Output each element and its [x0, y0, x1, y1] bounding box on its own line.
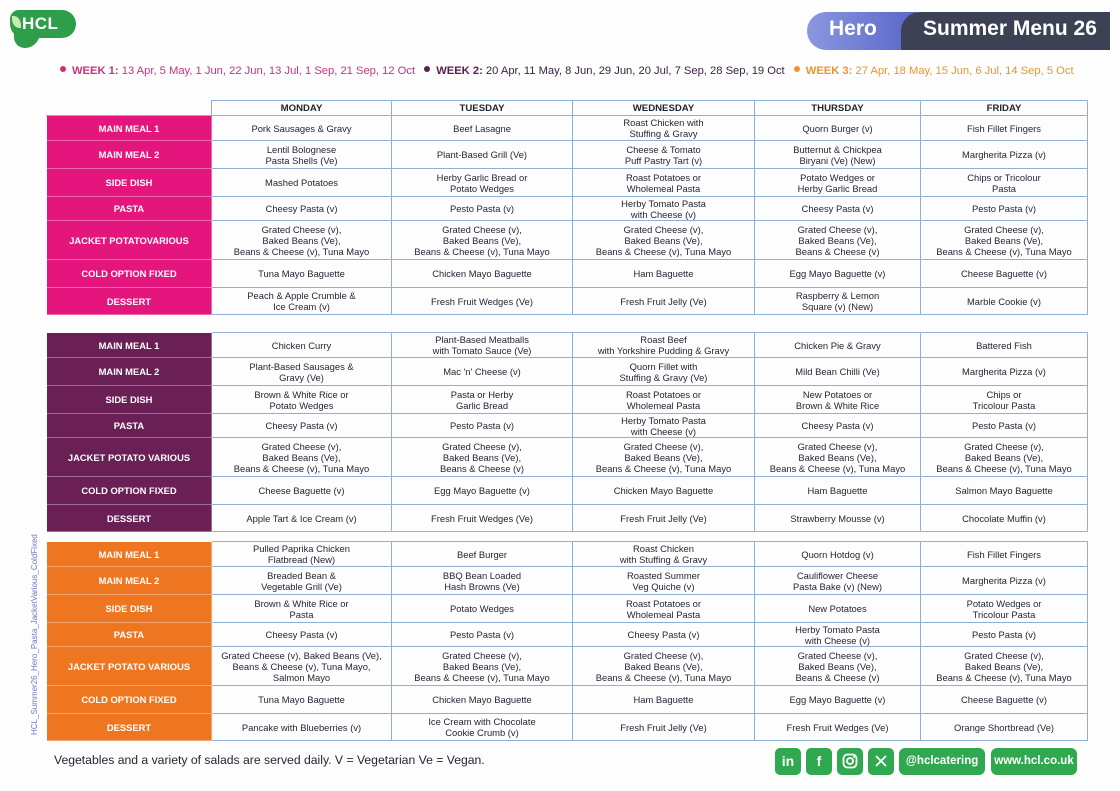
menu-cell: Plant-Based Grill (Ve): [392, 141, 573, 169]
week-3-dot-icon: [794, 66, 800, 72]
row-label: PASTA: [47, 197, 212, 221]
menu-cell: Grated Cheese (v), Baked Beans (Ve), Beans & Cheese (v), Tuna Mayo: [573, 647, 755, 686]
table-row: [47, 595, 1088, 623]
menu-cell: New Potatoes or Brown & White Rice: [755, 386, 921, 414]
row-label: JACKET POTATOVARIOUS: [47, 221, 212, 260]
menu-cell: Quorn Fillet with Stuffing & Gravy (Ve): [573, 358, 755, 386]
table-row: [47, 542, 1088, 567]
row-label: MAIN MEAL 2: [47, 141, 212, 169]
week-3-menu-table: [46, 541, 1088, 741]
menu-cell: Margherita Pizza (v): [921, 358, 1088, 386]
menu-cell: Pesto Pasta (v): [392, 623, 573, 647]
table-row: [47, 567, 1088, 595]
menu-cell: Butternut & Chickpea Biryani (Ve) (New): [755, 141, 921, 169]
table-row: [47, 505, 1088, 532]
day-header-tuesday: TUESDAY: [392, 101, 573, 116]
day-header-friday: FRIDAY: [921, 101, 1088, 116]
table-row: [47, 414, 1088, 438]
menu-cell: Grated Cheese (v), Baked Beans (Ve), Beans & Cheese (v): [392, 438, 573, 477]
menu-cell: Mashed Potatoes: [212, 169, 392, 197]
menu-cell: Herby Tomato Pasta with Cheese (v): [573, 414, 755, 438]
menu-cell: Grated Cheese (v), Baked Beans (Ve), Beans & Cheese (v), Tuna Mayo: [921, 438, 1088, 477]
banner-title: Summer Menu 26: [923, 17, 1097, 40]
menu-cell: Chips or Tricolour Pasta: [921, 386, 1088, 414]
menu-cell: Fresh Fruit Wedges (Ve): [392, 288, 573, 315]
menu-cell: Egg Mayo Baguette (v): [755, 686, 921, 714]
menu-cell: Chicken Mayo Baguette: [392, 260, 573, 288]
menu-cell: Grated Cheese (v), Baked Beans (Ve), Beans & Cheese (v), Tuna Mayo: [392, 647, 573, 686]
table-row: [47, 197, 1088, 221]
menu-cell: Grated Cheese (v), Baked Beans (Ve), Beans & Cheese (v), Tuna Mayo: [921, 221, 1088, 260]
menu-cell: Fresh Fruit Jelly (Ve): [573, 288, 755, 315]
menu-cell: Fish Fillet Fingers: [921, 542, 1088, 567]
menu-cell: Chicken Pie & Gravy: [755, 333, 921, 358]
menu-cell: Pesto Pasta (v): [921, 197, 1088, 221]
menu-cell: Roast Beef with Yorkshire Pudding & Gravy: [573, 333, 755, 358]
x-icon[interactable]: [868, 748, 894, 775]
menu-cell: Grated Cheese (v), Baked Beans (Ve), Beans & Cheese (v), Tuna Mayo, Salmon Mayo: [212, 647, 392, 686]
menu-cell: Peach & Apple Crumble & Ice Cream (v): [212, 288, 392, 315]
row-label: DESSERT: [47, 288, 212, 315]
table-row: [47, 288, 1088, 315]
menu-cell: Fresh Fruit Wedges (Ve): [755, 714, 921, 741]
menu-cell: Cheesy Pasta (v): [755, 197, 921, 221]
table-row: [47, 169, 1088, 197]
menu-cell: Potato Wedges: [392, 595, 573, 623]
menu-cell: Egg Mayo Baguette (v): [392, 477, 573, 505]
table-row: [47, 116, 1088, 141]
menu-cell: Quorn Burger (v): [755, 116, 921, 141]
menu-cell: Apple Tart & Ice Cream (v): [212, 505, 392, 532]
menu-cell: Grated Cheese (v), Baked Beans (Ve), Beans & Cheese (v), Tuna Mayo: [212, 221, 392, 260]
menu-cell: Chicken Mayo Baguette: [392, 686, 573, 714]
row-label: COLD OPTION FIXED: [47, 477, 212, 505]
facebook-icon[interactable]: f: [806, 748, 832, 775]
table-row: [47, 333, 1088, 358]
menu-cell: Pesto Pasta (v): [392, 414, 573, 438]
menu-cell: Cheesy Pasta (v): [212, 197, 392, 221]
row-label: DESSERT: [47, 714, 212, 741]
menu-cell: Roast Potatoes or Wholemeal Pasta: [573, 595, 755, 623]
hcl-logo: [10, 10, 76, 48]
menu-cell: BBQ Bean Loaded Hash Browns (Ve): [392, 567, 573, 595]
menu-cell: Pork Sausages & Gravy: [212, 116, 392, 141]
menu-cell: Grated Cheese (v), Baked Beans (Ve), Beans & Cheese (v), Tuna Mayo: [755, 438, 921, 477]
menu-cell: Grated Cheese (v), Baked Beans (Ve), Beans & Cheese (v), Tuna Mayo: [573, 438, 755, 477]
row-label: MAIN MEAL 2: [47, 567, 212, 595]
twitter-handle-link[interactable]: @hclcatering: [899, 748, 985, 775]
menu-cell: Potato Wedges or Herby Garlic Bread: [755, 169, 921, 197]
week-1-menu-table: [46, 100, 1088, 315]
menu-cell: Plant-Based Sausages & Gravy (Ve): [212, 358, 392, 386]
week-2-menu-table: [46, 332, 1088, 532]
dietary-footnote: Vegetables and a variety of salads are served daily. V = Vegetarian Ve = Vegan.: [54, 753, 485, 767]
menu-cell: Salmon Mayo Baguette: [921, 477, 1088, 505]
table-row: [47, 686, 1088, 714]
row-label: MAIN MEAL 2: [47, 358, 212, 386]
week-dates-legend: [60, 65, 1120, 77]
menu-cell: Orange Shortbread (Ve): [921, 714, 1088, 741]
menu-cell: Grated Cheese (v), Baked Beans (Ve), Beans & Cheese (v), Tuna Mayo: [921, 647, 1088, 686]
menu-cell: Margherita Pizza (v): [921, 567, 1088, 595]
menu-cell: Fresh Fruit Wedges (Ve): [392, 505, 573, 532]
menu-banner: [807, 12, 1110, 50]
menu-cell: Cheesy Pasta (v): [755, 414, 921, 438]
menu-cell: Plant-Based Meatballs with Tomato Sauce (Ve): [392, 333, 573, 358]
menu-cell: Cheese Baguette (v): [212, 477, 392, 505]
table-row: [47, 260, 1088, 288]
menu-cell: Pesto Pasta (v): [921, 623, 1088, 647]
menu-cell: Grated Cheese (v), Baked Beans (Ve), Beans & Cheese (v), Tuna Mayo: [392, 221, 573, 260]
menu-cell: Cauliflower Cheese Pasta Bake (v) (New): [755, 567, 921, 595]
menu-cell: Roasted Summer Veg Quiche (v): [573, 567, 755, 595]
table-row: [47, 221, 1088, 260]
menu-cell: Quorn Hotdog (v): [755, 542, 921, 567]
menu-cell: Chicken Curry: [212, 333, 392, 358]
menu-cell: Battered Fish: [921, 333, 1088, 358]
menu-cell: Grated Cheese (v), Baked Beans (Ve), Beans & Cheese (v), Tuna Mayo: [573, 221, 755, 260]
menu-cell: Herby Garlic Bread or Potato Wedges: [392, 169, 573, 197]
menu-cell: Pesto Pasta (v): [392, 197, 573, 221]
day-header-wednesday: WEDNESDAY: [573, 101, 755, 116]
table-row: [47, 647, 1088, 686]
row-label: MAIN MEAL 1: [47, 542, 212, 567]
row-label: SIDE DISH: [47, 386, 212, 414]
menu-cell: Egg Mayo Baguette (v): [755, 260, 921, 288]
menu-cell: Potato Wedges or Tricolour Pasta: [921, 595, 1088, 623]
menu-cell: Grated Cheese (v), Baked Beans (Ve), Beans & Cheese (v): [755, 647, 921, 686]
menu-cell: Brown & White Rice or Pasta: [212, 595, 392, 623]
menu-cell: Cheesy Pasta (v): [212, 623, 392, 647]
row-label: JACKET POTATO VARIOUS: [47, 438, 212, 477]
table-row: [47, 386, 1088, 414]
table-row: [47, 623, 1088, 647]
table-row: [47, 477, 1088, 505]
menu-cell: Margherita Pizza (v): [921, 141, 1088, 169]
menu-cell: Brown & White Rice or Potato Wedges: [212, 386, 392, 414]
menu-cell: Mac 'n' Cheese (v): [392, 358, 573, 386]
row-label: PASTA: [47, 414, 212, 438]
menu-cell: Chicken Mayo Baguette: [573, 477, 755, 505]
menu-cell: Roast Chicken with Stuffing & Gravy: [573, 542, 755, 567]
menu-cell: Herby Tomato Pasta with Cheese (v): [755, 623, 921, 647]
day-header-row: [47, 101, 1088, 116]
row-label: MAIN MEAL 1: [47, 116, 212, 141]
menu-cell: Pancake with Blueberries (v): [212, 714, 392, 741]
menu-cell: Fresh Fruit Jelly (Ve): [573, 505, 755, 532]
menu-cell: Grated Cheese (v), Baked Beans (Ve), Beans & Cheese (v), Tuna Mayo: [212, 438, 392, 477]
website-link[interactable]: www.hcl.co.uk: [991, 748, 1077, 775]
menu-cell: Fresh Fruit Jelly (Ve): [573, 714, 755, 741]
menu-cell: Chocolate Muffin (v): [921, 505, 1088, 532]
menu-cell: Beef Lasagne: [392, 116, 573, 141]
row-label: MAIN MEAL 1: [47, 333, 212, 358]
menu-cell: Strawberry Mousse (v): [755, 505, 921, 532]
table-row: [47, 358, 1088, 386]
menu-cell: Ham Baguette: [573, 686, 755, 714]
menu-cell: Raspberry & Lemon Square (v) (New): [755, 288, 921, 315]
table-row: [47, 141, 1088, 169]
menu-cell: Beef Burger: [392, 542, 573, 567]
logo-text: HCL: [22, 14, 59, 33]
row-label: COLD OPTION FIXED: [47, 260, 212, 288]
table-row: [47, 438, 1088, 477]
row-label: PASTA: [47, 623, 212, 647]
menu-cell: Marble Cookie (v): [921, 288, 1088, 315]
menu-cell: Breaded Bean & Vegetable Grill (Ve): [212, 567, 392, 595]
menu-cell: Tuna Mayo Baguette: [212, 260, 392, 288]
banner-hero: Hero: [829, 17, 877, 40]
menu-cell: Grated Cheese (v), Baked Beans (Ve), Beans & Cheese (v): [755, 221, 921, 260]
menu-cell: Pesto Pasta (v): [921, 414, 1088, 438]
week-3-dates: WEEK 3: 27 Apr, 18 May, 15 Jun, 6 Jul, 14 Sep, 5 Oct: [794, 65, 1074, 77]
instagram-icon[interactable]: [837, 748, 863, 775]
menu-cell: Cheese & Tomato Puff Pastry Tart (v): [573, 141, 755, 169]
day-header-monday: MONDAY: [212, 101, 392, 116]
menu-cell: Fish Fillet Fingers: [921, 116, 1088, 141]
week-1-dot-icon: [60, 66, 66, 72]
menu-cell: Roast Chicken with Stuffing & Gravy: [573, 116, 755, 141]
row-label: COLD OPTION FIXED: [47, 686, 212, 714]
week-2-dates: WEEK 2: 20 Apr, 11 May, 8 Jun, 29 Jun, 20 Jul, 7 Sep, 28 Sep, 19 Oct: [424, 65, 788, 77]
menu-cell: Chips or Tricolour Pasta: [921, 169, 1088, 197]
menu-cell: Ham Baguette: [573, 260, 755, 288]
week-1-dates: WEEK 1: 13 Apr, 5 May, 1 Jun, 22 Jun, 13 Jul, 1 Sep, 21 Sep, 12 Oct: [60, 65, 418, 77]
row-label: SIDE DISH: [47, 595, 212, 623]
menu-cell: Pasta or Herby Garlic Bread: [392, 386, 573, 414]
row-label: DESSERT: [47, 505, 212, 532]
table-row: [47, 714, 1088, 741]
menu-cell: Pulled Paprika Chicken Flatbread (New): [212, 542, 392, 567]
day-header-thursday: THURSDAY: [755, 101, 921, 116]
menu-cell: Roast Potatoes or Wholemeal Pasta: [573, 386, 755, 414]
menu-cell: Cheese Baguette (v): [921, 260, 1088, 288]
week-2-dot-icon: [424, 66, 430, 72]
menu-cell: Mild Bean Chilli (Ve): [755, 358, 921, 386]
menu-cell: Cheesy Pasta (v): [573, 623, 755, 647]
menu-cell: Lentil Bolognese Pasta Shells (Ve): [212, 141, 392, 169]
linkedin-icon[interactable]: in: [775, 748, 801, 775]
menu-cell: New Potatoes: [755, 595, 921, 623]
document-code: HCL_Summer26_Hero_Pasta_JacketVarious_ColdFixed: [30, 534, 39, 735]
row-label: JACKET POTATO VARIOUS: [47, 647, 212, 686]
header-corner: [47, 101, 212, 116]
menu-cell: Roast Potatoes or Wholemeal Pasta: [573, 169, 755, 197]
menu-cell: Cheese Baguette (v): [921, 686, 1088, 714]
menu-cell: Herby Tomato Pasta with Cheese (v): [573, 197, 755, 221]
menu-cell: Tuna Mayo Baguette: [212, 686, 392, 714]
row-label: SIDE DISH: [47, 169, 212, 197]
menu-cell: Cheesy Pasta (v): [212, 414, 392, 438]
menu-cell: Ham Baguette: [755, 477, 921, 505]
menu-cell: Ice Cream with Chocolate Cookie Crumb (v): [392, 714, 573, 741]
